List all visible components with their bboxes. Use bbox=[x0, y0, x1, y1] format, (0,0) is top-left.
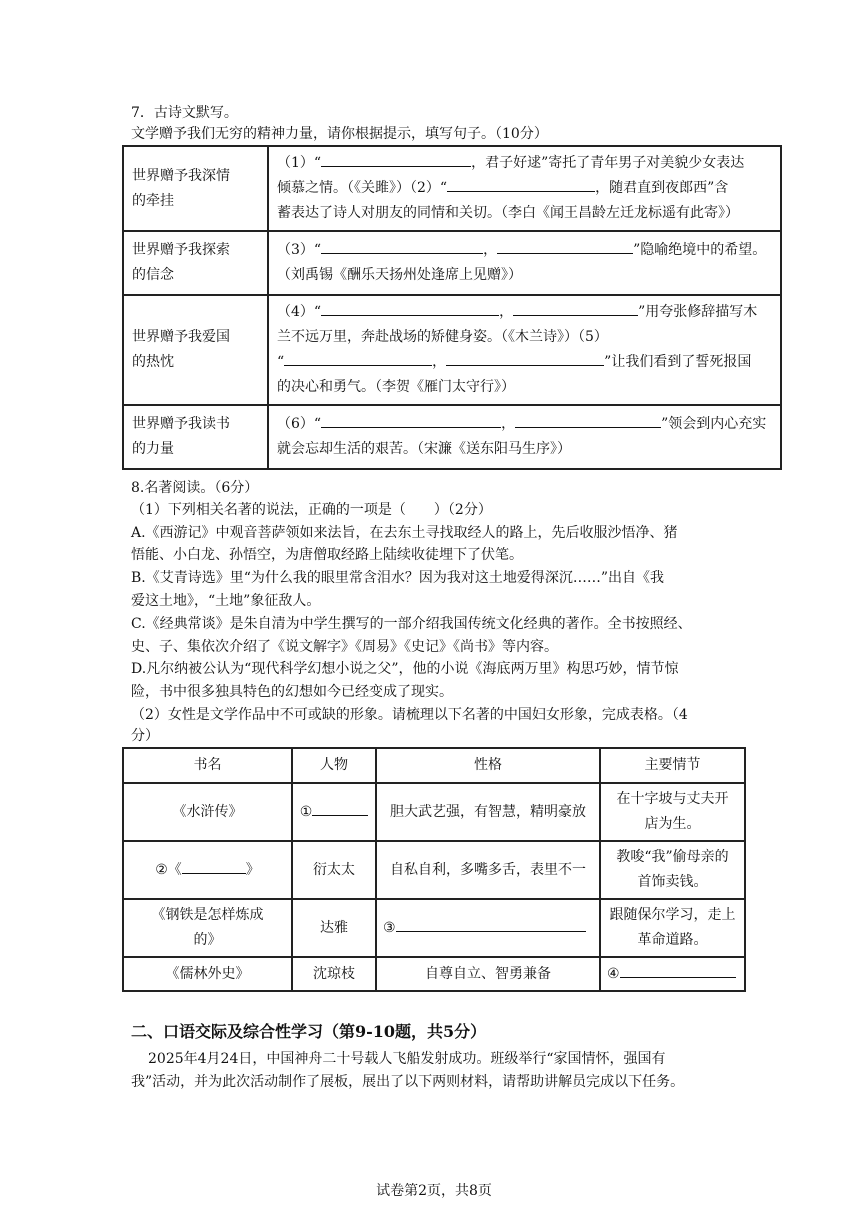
header-person: 人物 bbox=[292, 748, 376, 783]
poem-row-content: （4）“ ， ”用夸张修辞描写木 兰不远万里，奔赴战场的矫健身姿。（《木兰诗》）（5） “ ， ”让我们看到了誓死报国 的决心和勇气。（李贺《雁门太守行》） bbox=[268, 295, 781, 405]
cell-plot: 在十字坡与丈夫开 店为生。 bbox=[600, 783, 745, 841]
poem-row-label: 世界赠予我探索 的信念 bbox=[123, 231, 268, 295]
poem-row-label: 世界赠予我爱国 的热忱 bbox=[123, 295, 268, 405]
cell-book: 《钢铁是怎样炼成 的》 bbox=[123, 899, 292, 957]
option-a-line2: 悟能、小白龙、孙悟空，为唐僧取经路上陆续收徒埋下了伏笔。 bbox=[131, 547, 523, 563]
poem-row bbox=[123, 231, 781, 295]
poem-row-content: （3）“ ， ”隐喻绝境中的希望。 （刘禹锡《酬乐天扬州处逢席上见赠》） bbox=[268, 231, 781, 295]
book-table bbox=[122, 747, 746, 992]
option-a-line1: A.《西游记》中观音菩萨领如来法旨，在去东土寻找取经人的路上，先后收服沙悟净、猪 bbox=[131, 525, 678, 541]
option-b-line2: 爱这土地》，“土地”象征敌人。 bbox=[131, 593, 321, 609]
answer-blank-5b[interactable] bbox=[446, 350, 604, 366]
answer-blank-book[interactable] bbox=[182, 858, 246, 874]
option-d-line2: 险，书中很多独具特色的幻想如今已经变成了现实。 bbox=[131, 684, 453, 700]
option-b-line1: B.《艾青诗选》里“为什么我的眼里常含泪水？因为我对这土地爱得深沉……”出自《我 bbox=[131, 570, 665, 586]
poem-row-label: 世界赠予我读书 的力量 bbox=[123, 405, 268, 469]
answer-blank-1[interactable] bbox=[321, 151, 471, 167]
q8-title: 8.名著阅读。（6分） bbox=[131, 480, 259, 496]
cell-person: 达雅 bbox=[292, 899, 376, 957]
cell-plot: ④ bbox=[600, 957, 745, 991]
table-row bbox=[123, 899, 745, 957]
option-c-line2: 史、子、集依次介绍了《说文解字》《周易》《史记》《尚书》等内容。 bbox=[131, 639, 558, 655]
cell-plot: 跟随保尔学习，走上 革命道路。 bbox=[600, 899, 745, 957]
answer-blank-3a[interactable] bbox=[321, 238, 483, 254]
poem-row-content: （6）“ ， ”领会到内心充实 就会忘却生活的艰苦。（宋濂《送东阳马生序》） bbox=[268, 405, 781, 469]
poem-table bbox=[122, 145, 782, 470]
answer-blank-3b[interactable] bbox=[497, 238, 633, 254]
cell-person: ① bbox=[292, 783, 376, 841]
q8-sub2-line1: （2）女性是文学作品中不可或缺的形象。请梳理以下名著的中国妇女形象，完成表格。（4 bbox=[131, 707, 688, 723]
answer-blank-plot[interactable] bbox=[620, 962, 736, 978]
cell-trait: 自私自利，多嘴多舌，表里不一 bbox=[376, 841, 600, 899]
answer-blank-5a[interactable] bbox=[284, 350, 432, 366]
poem-row-content: （1）“ ，君子好逑”寄托了青年男子对美貌少女表达 倾慕之情。（《关雎》）（2）“ ，随君直到夜郎西”含 蓄表达了诗人对朋友的同情和关切。（李白《闻王昌龄左迁龙标遥有此寄》） bbox=[268, 146, 781, 231]
cell-trait: 胆大武艺强，有智慧，精明豪放 bbox=[376, 783, 600, 841]
cell-trait: ③ bbox=[376, 899, 600, 957]
table-header-row bbox=[123, 748, 745, 783]
answer-blank-6a[interactable] bbox=[321, 412, 501, 428]
cell-book: ②《 》 bbox=[123, 841, 292, 899]
poem-row-label: 世界赠予我深情 的牵挂 bbox=[123, 146, 268, 231]
table-row bbox=[123, 841, 745, 899]
cell-trait: 自尊自立、智勇兼备 bbox=[376, 957, 600, 991]
q8-sub1: （1）下列相关名著的说法，正确的一项是（ ）（2分） bbox=[131, 502, 492, 518]
answer-blank-2[interactable] bbox=[447, 176, 595, 192]
answer-blank-person[interactable] bbox=[312, 800, 368, 816]
page-footer: 试卷第2页，共8页 bbox=[376, 1183, 492, 1199]
answer-blank-4b[interactable] bbox=[513, 300, 638, 316]
answer-blank-trait[interactable] bbox=[396, 916, 586, 932]
header-plot: 主要情节 bbox=[600, 748, 745, 783]
section-paragraph-line2: 我”活动，并为此次活动制作了展板，展出了以下两则材料，请帮助讲解员完成以下任务。 bbox=[131, 1074, 685, 1090]
poem-row bbox=[123, 295, 781, 405]
cell-person: 沈琼枝 bbox=[292, 957, 376, 991]
cell-plot: 教唆“我”偷母亲的 首饰卖钱。 bbox=[600, 841, 745, 899]
poem-row bbox=[123, 405, 781, 469]
q7-intro: 文学赠予我们无穷的精神力量，请你根据提示，填写句子。（10分） bbox=[131, 126, 548, 142]
option-c-line1: C.《经典常谈》是朱自清为中学生撰写的一部介绍我国传统文化经典的著作。全书按照经、 bbox=[131, 616, 692, 632]
cell-person: 衍太太 bbox=[292, 841, 376, 899]
table-row bbox=[123, 783, 745, 841]
cell-book: 《儒林外史》 bbox=[123, 957, 292, 991]
answer-blank-4a[interactable] bbox=[321, 300, 499, 316]
header-trait: 性格 bbox=[376, 748, 600, 783]
section-paragraph-line1: 2025年4月24日，中国神舟二十号载人飞船发射成功。班级举行“家国情怀，强国有 bbox=[148, 1051, 666, 1067]
q7-title: 7．古诗文默写。 bbox=[131, 105, 238, 121]
poem-row bbox=[123, 146, 781, 231]
cell-book: 《水浒传》 bbox=[123, 783, 292, 841]
option-d-line1: D.凡尔纳被公认为“现代科学幻想小说之父”，他的小说《海底两万里》构思巧妙，情节惊 bbox=[131, 661, 679, 677]
table-row bbox=[123, 957, 745, 991]
header-book: 书名 bbox=[123, 748, 292, 783]
section-heading: 二、口语交际及综合性学习（第9-10题，共5分） bbox=[131, 1022, 487, 1041]
answer-blank-6b[interactable] bbox=[515, 412, 661, 428]
q8-sub2-line2: 分） bbox=[131, 728, 159, 744]
